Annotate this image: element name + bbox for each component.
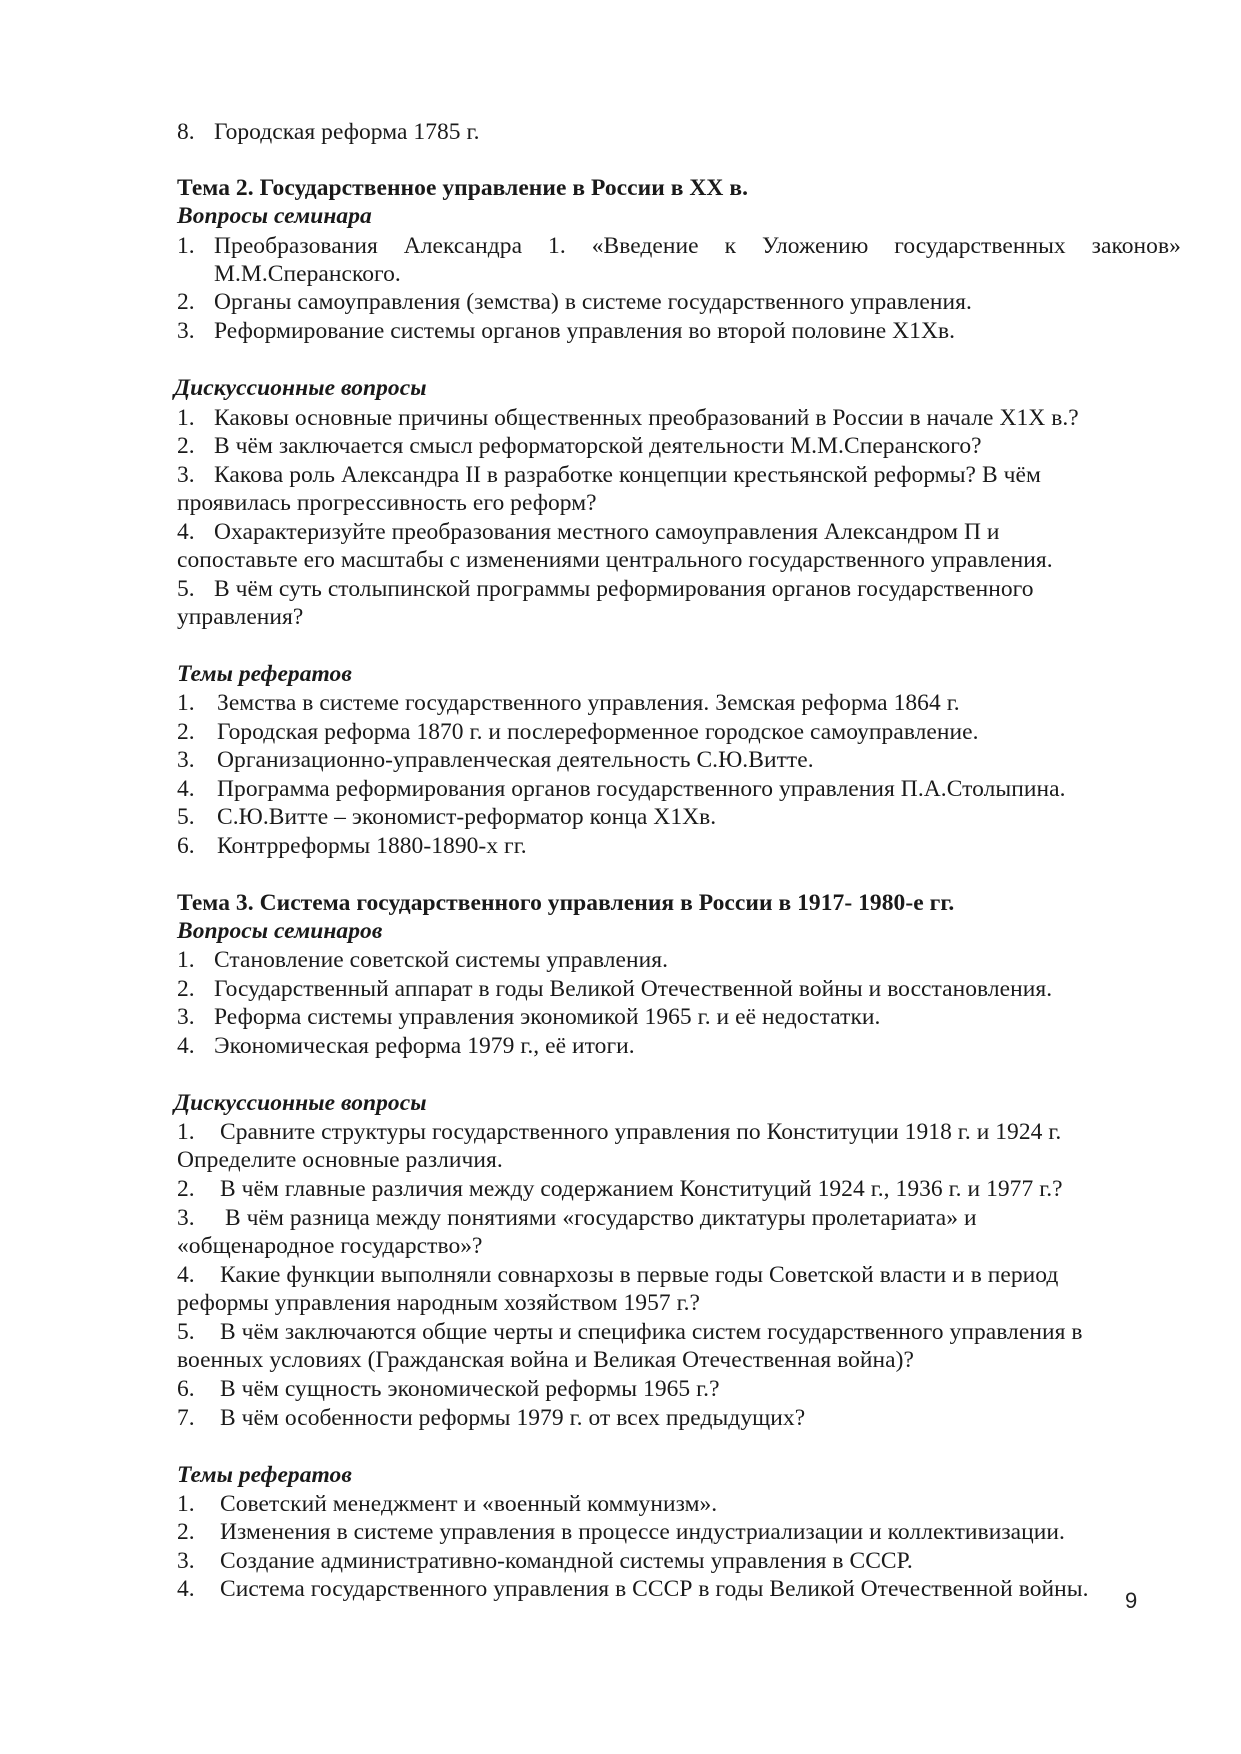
item-text: Земства в системе государственного управления. Земская реформа 1864 г. (217, 690, 960, 716)
item-number: 3. (177, 462, 195, 488)
item-number: 4. (177, 776, 195, 802)
item-number: 4. (177, 1262, 195, 1288)
item-text: В чём особенности реформы 1979 г. от всех предыдущих? (220, 1405, 806, 1431)
item-number: 3. (177, 1004, 195, 1030)
item-number: 1. (177, 1119, 195, 1145)
item-number: 3. (177, 1548, 195, 1574)
item-text: Сравните структуры государственного управления по Конституции 1918 г. и 1924 г. (220, 1119, 1062, 1145)
word: государственных (894, 233, 1066, 259)
item-number: 2. (177, 433, 195, 459)
item-number: 2. (177, 289, 195, 315)
item-text: Программа реформирования органов государственного управления П.А.Столыпина. (217, 776, 1066, 802)
word: к (724, 233, 737, 259)
item-text: Контрреформы 1880-1890-х гг. (217, 833, 527, 859)
item-continuation: проявилась прогрессивность его реформ? (177, 490, 597, 516)
item-text: Система государственного управления в СССР в годы Великой Отечественной войны. (220, 1576, 1089, 1602)
item-text: Экономическая реформа 1979 г., её итоги. (214, 1033, 635, 1059)
item-number: 2. (177, 1519, 195, 1545)
item-continuation: Определите основные различия. (177, 1147, 503, 1173)
item-text: Какова роль Александра II в разработке концепции крестьянской реформы? В чём (214, 462, 1041, 488)
item-number: 8. (177, 119, 195, 145)
item-number: 4. (177, 519, 195, 545)
item-text: Реформа системы управления экономикой 1965 г. и её недостатки. (214, 1004, 881, 1030)
subsection-heading: Темы рефератов (177, 1462, 352, 1488)
word: Уложению (761, 233, 869, 259)
item-number: 2. (177, 976, 195, 1002)
section-title: Тема 2. Государственное управление в России в XX в. (177, 175, 749, 201)
subsection-heading: Вопросы семинара (177, 203, 372, 229)
page-number: 9 (1125, 1588, 1138, 1613)
item-number: 4. (177, 1033, 195, 1059)
item-text: Реформирование системы органов управления во второй половине Х1Хв. (214, 318, 956, 344)
item-number: 5. (177, 576, 195, 602)
item-number: 5. (177, 804, 195, 830)
item-number: 4. (177, 1576, 195, 1602)
item-text: Каковы основные причины общественных преобразований в России в начале Х1Х в.? (214, 405, 1079, 431)
item-text: Какие функции выполняли совнархозы в первые годы Советской власти и в период (220, 1262, 1059, 1288)
subsection-heading: Темы рефератов (177, 661, 352, 687)
item-number: 1. (177, 947, 195, 973)
item-number: 7. (177, 1405, 195, 1431)
item-number: 1. (177, 405, 195, 431)
item-number: 6. (177, 833, 195, 859)
subsection-heading: Вопросы семинаров (177, 918, 383, 944)
item-text: С.Ю.Витте – экономист-реформатор конца Х1Хв. (217, 804, 717, 830)
item-text: В чём сущность экономической реформы 1965 г.? (220, 1376, 720, 1402)
word: законов» (1091, 233, 1181, 259)
item-text: В чём заключается смысл реформаторской деятельности М.М.Сперанского? (214, 433, 982, 459)
item-number: 5. (177, 1319, 195, 1345)
word: Преобразования (214, 233, 378, 259)
item-continuation: «общенародное государство»? (177, 1233, 483, 1259)
item-continuation: управления? (177, 604, 304, 630)
item-number: 1. (177, 690, 195, 716)
section-title: Тема 3. Система государственного управления в России в 1917- 1980-е гг. (177, 890, 955, 916)
item-text: В чём суть столыпинской программы реформирования органов государственного (214, 576, 1034, 602)
item-text: Охарактеризуйте преобразования местного самоуправления Александром П и (214, 519, 1000, 545)
item-text: Органы самоуправления (земства) в системе государственного управления. (214, 289, 972, 315)
item-text: В чём разница между понятиями «государство диктатуры пролетариата» и (225, 1205, 977, 1231)
subsection-heading: Дискуссионные вопросы (174, 375, 427, 401)
item-number: 3. (177, 747, 195, 773)
item-text: Изменения в системе управления в процессе индустриализации и коллективизации. (220, 1519, 1065, 1545)
item-continuation: реформы управления народным хозяйством 1957 г.? (177, 1290, 701, 1316)
item-number: 3. (177, 1205, 195, 1231)
item-text: Советский менеджмент и «военный коммунизм». (220, 1491, 718, 1517)
item-continuation: военных условиях (Гражданская война и Великая Отечественная война)? (177, 1347, 914, 1373)
item-continuation: М.М.Сперанского. (214, 261, 401, 287)
item-text: Государственный аппарат в годы Великой Отечественной войны и восстановления. (214, 976, 1053, 1002)
item-text: В чём заключаются общие черты и специфика систем государственного управления в (220, 1319, 1083, 1345)
item-text: Городская реформа 1785 г. (214, 119, 480, 145)
word: «Введение (591, 233, 699, 259)
item-number: 2. (177, 719, 195, 745)
item-continuation: сопоставьте его масштабы с изменениями центрального государственного управления. (177, 547, 1053, 573)
word: Александра (403, 233, 523, 259)
item-text: Городская реформа 1870 г. и послереформенное городское самоуправление. (217, 719, 979, 745)
item-text: Создание административно-командной системы управления в СССР. (220, 1548, 913, 1574)
item-text: Организационно-управленческая деятельность С.Ю.Витте. (217, 747, 814, 773)
item-text: Становление советской системы управления. (214, 947, 669, 973)
item-number: 3. (177, 318, 195, 344)
subsection-heading: Дискуссионные вопросы (174, 1090, 427, 1116)
word: 1. (548, 233, 566, 259)
item-number: 2. (177, 1176, 195, 1202)
item-text: В чём главные различия между содержанием Конституций 1924 г., 1936 г. и 1977 г.? (220, 1176, 1063, 1202)
item-number: 1. (177, 1491, 195, 1517)
item-text (214, 232, 1181, 260)
item-number: 1. (177, 233, 195, 259)
item-number: 6. (177, 1376, 195, 1402)
